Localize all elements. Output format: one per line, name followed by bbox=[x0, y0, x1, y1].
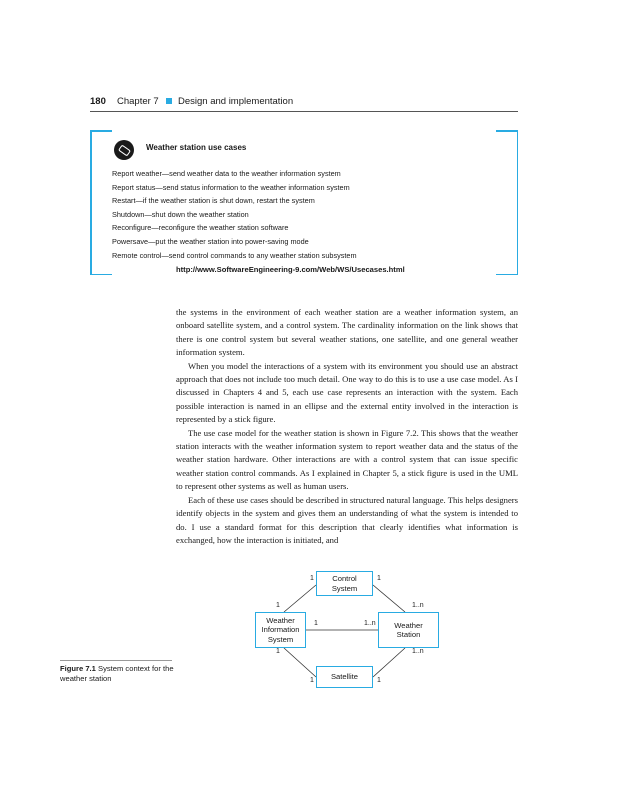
mult-satellite-right: 1 bbox=[377, 677, 381, 684]
link-control-ws bbox=[373, 585, 405, 612]
node-weather-station: Weather Station bbox=[378, 612, 439, 648]
link-ws-satellite bbox=[373, 648, 405, 677]
mult-control-right: 1 bbox=[377, 575, 381, 582]
list-item: Remote control—send control commands to any weather station subsystem bbox=[112, 250, 357, 260]
node-satellite: Satellite bbox=[316, 666, 373, 688]
list-item: Powersave—put the weather station into power-saving mode bbox=[112, 236, 309, 246]
caption-rule bbox=[60, 660, 172, 661]
box-title: Weather station use cases bbox=[146, 143, 247, 152]
paragraph: The use case model for the weather station is shown in Figure 7.2. This shows that the weather station interacts with the weather information system to report weather data and the status of the weather station hardware. Other interactions are with a control system that can issue specific weather station control commands. As I explained in Chapter 5, a stick figure is used in the UML to represent other systems as well as human users. bbox=[176, 427, 518, 492]
list-item: Report status—send status information to the weather information system bbox=[112, 182, 350, 192]
list-item: Reconfigure—reconfigure the weather station software bbox=[112, 223, 289, 233]
chapter-title: Design and implementation bbox=[178, 96, 294, 107]
node-weather-information-system: Weather Information System bbox=[255, 612, 306, 648]
list-item: Report weather—send weather data to the weather information system bbox=[112, 169, 341, 178]
node-control-system: Control System bbox=[316, 571, 373, 596]
page-number: 180 bbox=[90, 96, 106, 107]
caption-text: System context for the weather station bbox=[60, 664, 174, 683]
mult-satellite-left: 1 bbox=[310, 677, 314, 684]
mult-wis-bottom: 1 bbox=[276, 648, 280, 655]
link-wis-satellite bbox=[284, 648, 316, 677]
paragraph: When you model the interactions of a system with its environment you should use an abstract approach that does not include too much detail. One way to do this is to use a use case model. As I discussed in Chapters 4 and 5, each use case represents an interaction with the system. Each possible interaction is named in an ellipse and the external entity involved in the interaction is represented by a stick figure. bbox=[176, 360, 518, 425]
list-item: Shutdown—shut down the weather station bbox=[112, 209, 249, 219]
mult-ws-left: 1..n bbox=[364, 620, 376, 627]
caption-label: Figure 7.1 bbox=[60, 664, 96, 673]
mult-wis-right: 1 bbox=[314, 620, 318, 627]
mult-ws-top: 1..n bbox=[412, 602, 424, 609]
paragraph: Each of these use cases should be described in structured natural language. This helps designers identify objects in the system and gives them an understanding of what the system is intended to do. I use a standard format for this description that clearly identifies what information is exchanged, how the interaction is initiated, and bbox=[176, 494, 518, 545]
chapter-label: Chapter 7 bbox=[117, 96, 159, 107]
link-control-wis bbox=[284, 585, 316, 612]
figure-caption bbox=[60, 664, 185, 684]
paragraph: the systems in the environment of each weather station are a weather information system, an onboard satellite system, and a control system. The cardinality information on the link shows that there is one control system but several weather stations, one satellite, and one general weather information system. bbox=[176, 307, 518, 358]
list-item: Restart—if the weather station is shut down, restart the system bbox=[112, 196, 315, 206]
web-link[interactable]: http://www.SoftwareEngineering-9.com/Web/WS/Usecases.html bbox=[176, 265, 405, 274]
mult-wis-top: 1 bbox=[276, 602, 280, 609]
mult-control-left: 1 bbox=[310, 575, 314, 582]
mult-ws-bottom: 1..n bbox=[412, 648, 424, 655]
